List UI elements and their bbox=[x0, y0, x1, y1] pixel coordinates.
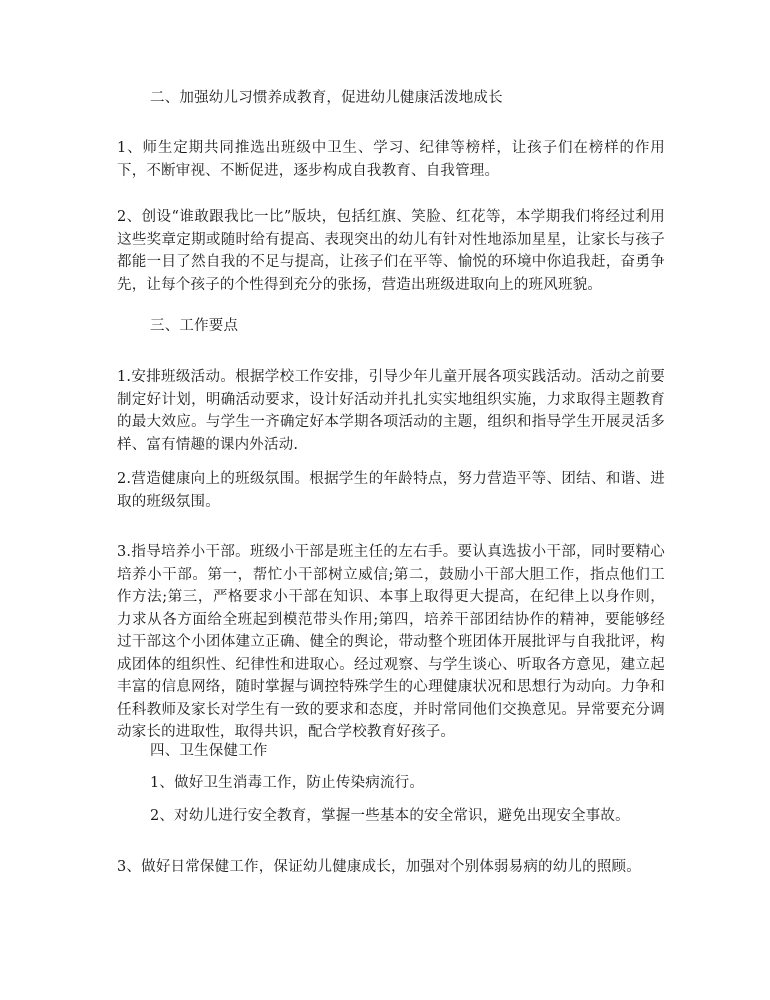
paragraph-compare-board: 2、创设“谁敢跟我比一比”版块，包括红旗、笑脸、红花等，本学期我们将经过利用这些奖章定期或随时给有提高、表现突出的幼儿有针对性地添加星星，让家长与孩子都能一目了然自我的不足与提高，让孩子们在平等、愉悦的环境中你追我赶，奋勇争先，让每个孩子的个性得到充分的张扬，营造出班级进取向上的班风班貌。 bbox=[117, 209, 665, 293]
paragraph-disinfection: 1、做好卫生消毒工作，防止传染病流行。 bbox=[150, 775, 425, 791]
paragraph-safety-education: 2、对幼儿进行安全教育，掌握一些基本的安全常识，避免出现安全事故。 bbox=[150, 808, 630, 824]
section-heading-work-points: 三、工作要点 bbox=[150, 318, 239, 334]
paragraph-student-leaders: 3.指导培养小干部。班级小干部是班主任的左右手。要认真选拔小干部，同时要精心培养小干部。第一，帮忙小干部树立威信;第二，鼓励小干部大胆工作，指点他们工作方法;第三，严格要求小干部在知识、本事上取得更大提高，在纪律上以身作则，力求从各方面给全班起到模范带头作用;第四，培养干部团结协作的精神，要能够经过干部这个小团体建立正确、健全的舆论，带动整个班团体开展批评与自我批评，构成团体的组织性、纪律性和进取心。经过观察、与学生谈心、听取各方意见，建立起丰富的信息网络，随时掌握与调控特殊学生的心理健康状况和思想行为动向。力争和任科教师及家长对学生有一致的要求和态度，并时常同他们交换意见。异常要充分调动家长的进取性，取得共识，配合学校教育好孩子。 bbox=[117, 544, 665, 740]
section-heading-health-care: 四、卫生保健工作 bbox=[150, 743, 268, 759]
paragraph-role-models: 1、师生定期共同推选出班级中卫生、学习、纪律等榜样，让孩子们在榜样的作用下，不断审视、不断促进，逐步构成自我教育、自我管理。 bbox=[117, 140, 665, 179]
paragraph-class-atmosphere: 2.营造健康向上的班级氛围。根据学生的年龄特点，努力营造平等、团结、和谐、进取的班级氛围。 bbox=[117, 471, 665, 510]
section-heading-habits: 二、加强幼儿习惯养成教育，促进幼儿健康活泼地成长 bbox=[150, 90, 503, 106]
paragraph-class-activities: 1.安排班级活动。根据学校工作安排，引导少年儿童开展各项实践活动。活动之前要制定好计划，明确活动要求，设计好活动并扎扎实实地组织实施，力求取得主题教育的最大效应。与学生一齐确定好本学期各项活动的主题，组织和指导学生开展灵活多样、富有情趣的课内外活动. bbox=[117, 369, 665, 453]
paragraph-daily-care: 3、做好日常保健工作，保证幼儿健康成长，加强对个别体弱易病的幼儿的照顾。 bbox=[117, 859, 641, 875]
